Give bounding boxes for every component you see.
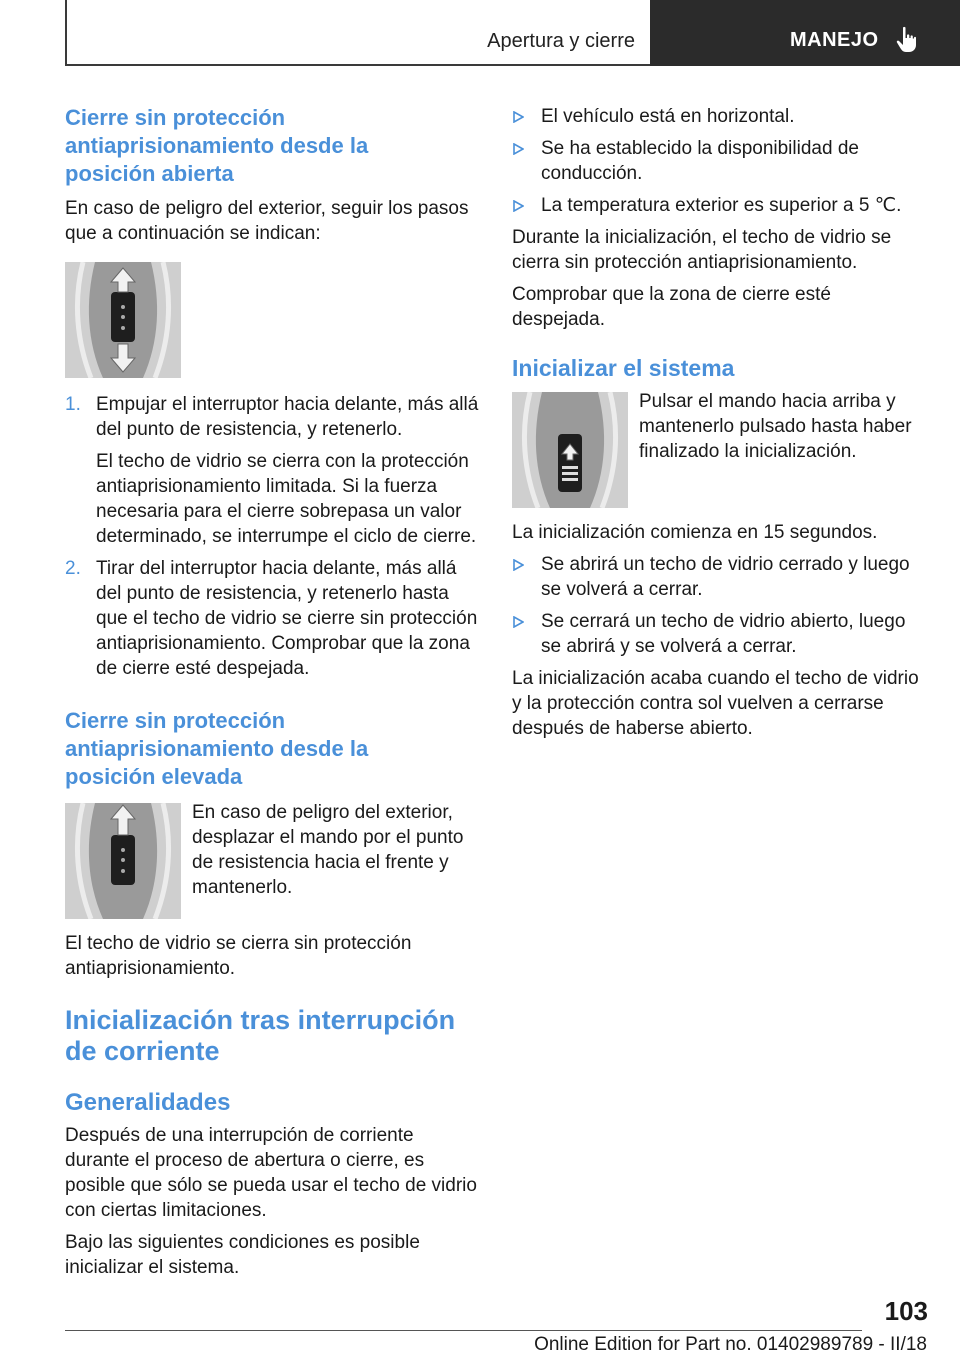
step-note: El techo de vidrio se cierra con la protección antiaprisionamiento limitada. Si la fuerza necesaria para el cierre sobrepasa un valor determinado, se interrumpe el ciclo de cierre. (96, 451, 477, 547)
edition-footer: Online Edition for Part no. 01402989789 - II/18 (534, 1334, 927, 1355)
step-text: Empujar el interruptor hacia delante, más allá del punto de resistencia, y retenerlo. (96, 394, 479, 440)
step-text: Tirar del interruptor hacia delante, más allá del punto de resistencia, y retenerlo hasta que el techo de vidrio se cierre sin protección antiaprisionamiento. Comprobar que la zona de cierre esté despejada. (96, 558, 478, 679)
list-item (512, 552, 927, 602)
page-header (0, 0, 960, 66)
list-item (512, 136, 927, 186)
behavior-text: Se cerrará un techo de vidrio abierto, luego se abrirá y se volverá a cerrar. (541, 611, 906, 657)
right-column (512, 104, 927, 741)
behavior-text: Se abrirá un techo de vidrio cerrado y luego se volverá a cerrar. (541, 554, 910, 600)
paragraph-closes-no-protection: El techo de vidrio se cierra sin protección antiaprisionamiento. (65, 933, 412, 979)
chapter-tab-label: MANEJO (790, 29, 879, 51)
triangle-bullet-icon (512, 143, 524, 155)
list-item (512, 609, 927, 659)
heading-initialization: Inicialización tras interrupción de corriente (65, 1005, 456, 1066)
list-item (512, 104, 927, 129)
paragraph-press-up: Pulsar el mando hacia arriba y mantenerlo pulsado hasta haber finalizado la inicialización. (639, 391, 912, 462)
switch-image-3 (512, 392, 628, 508)
step-number: 1. (65, 394, 81, 415)
triangle-bullet-icon (512, 111, 524, 123)
header-left-rule (65, 0, 67, 66)
triangle-bullet-icon (512, 616, 524, 628)
heading-closing-from-open: Cierre sin protección antiaprisionamiento desde la posición abierta (65, 105, 369, 186)
paragraph-conditions: Bajo las siguientes condiciones es posible inicializar el sistema. (65, 1232, 420, 1278)
header-bottom-rule (65, 64, 650, 66)
step-number: 2. (65, 558, 81, 579)
page-number: 103 (884, 1296, 928, 1326)
condition-text: El vehículo está en horizontal. (541, 106, 795, 127)
footer-rule (65, 1330, 862, 1331)
list-item (65, 392, 480, 549)
triangle-bullet-icon (512, 559, 524, 571)
paragraph-raised-danger: En caso de peligro del exterior, desplazar el mando por el punto de resistencia hacia el frente y mantenerlo. (192, 802, 464, 898)
list-item (65, 556, 480, 681)
list-item (512, 193, 927, 218)
heading-init-system: Inicializar el sistema (512, 355, 735, 381)
switch-image-2 (65, 803, 181, 919)
paragraph-during-init: Durante la inicialización, el techo de vidrio se cierra sin protección antiaprisionamiento. (512, 227, 892, 273)
condition-text: Se ha establecido la disponibilidad de conducción. (541, 138, 859, 184)
heading-general: Generalidades (65, 1089, 231, 1116)
condition-text: La temperatura exterior es superior a 5 ℃. (541, 195, 902, 216)
hand-pointing-icon (895, 26, 919, 54)
paragraph-check-zone: Comprobar que la zona de cierre esté despejada. (512, 284, 831, 330)
left-column (65, 104, 480, 1280)
paragraph-init-ends: La inicialización acaba cuando el techo de vidrio y la protección contra sol vuelven a cerrarse después de haberse abierto. (512, 668, 919, 739)
paragraph-danger-steps: En caso de peligro del exterior, seguir los pasos que a continuación se indican: (65, 198, 469, 244)
heading-closing-from-raised: Cierre sin protección antiaprisionamiento desde la posición elevada (65, 708, 369, 789)
section-title: Apertura y cierre (487, 30, 635, 52)
triangle-bullet-icon (512, 200, 524, 212)
switch-image-1 (65, 262, 181, 378)
paragraph-init-starts: La inicialización comienza en 15 segundos. (512, 522, 878, 543)
paragraph-after-interruption: Después de una interrupción de corriente durante el proceso de abertura o cierre, es posible que sólo se pueda usar el techo de vidrio con ciertas limitaciones. (65, 1125, 477, 1221)
